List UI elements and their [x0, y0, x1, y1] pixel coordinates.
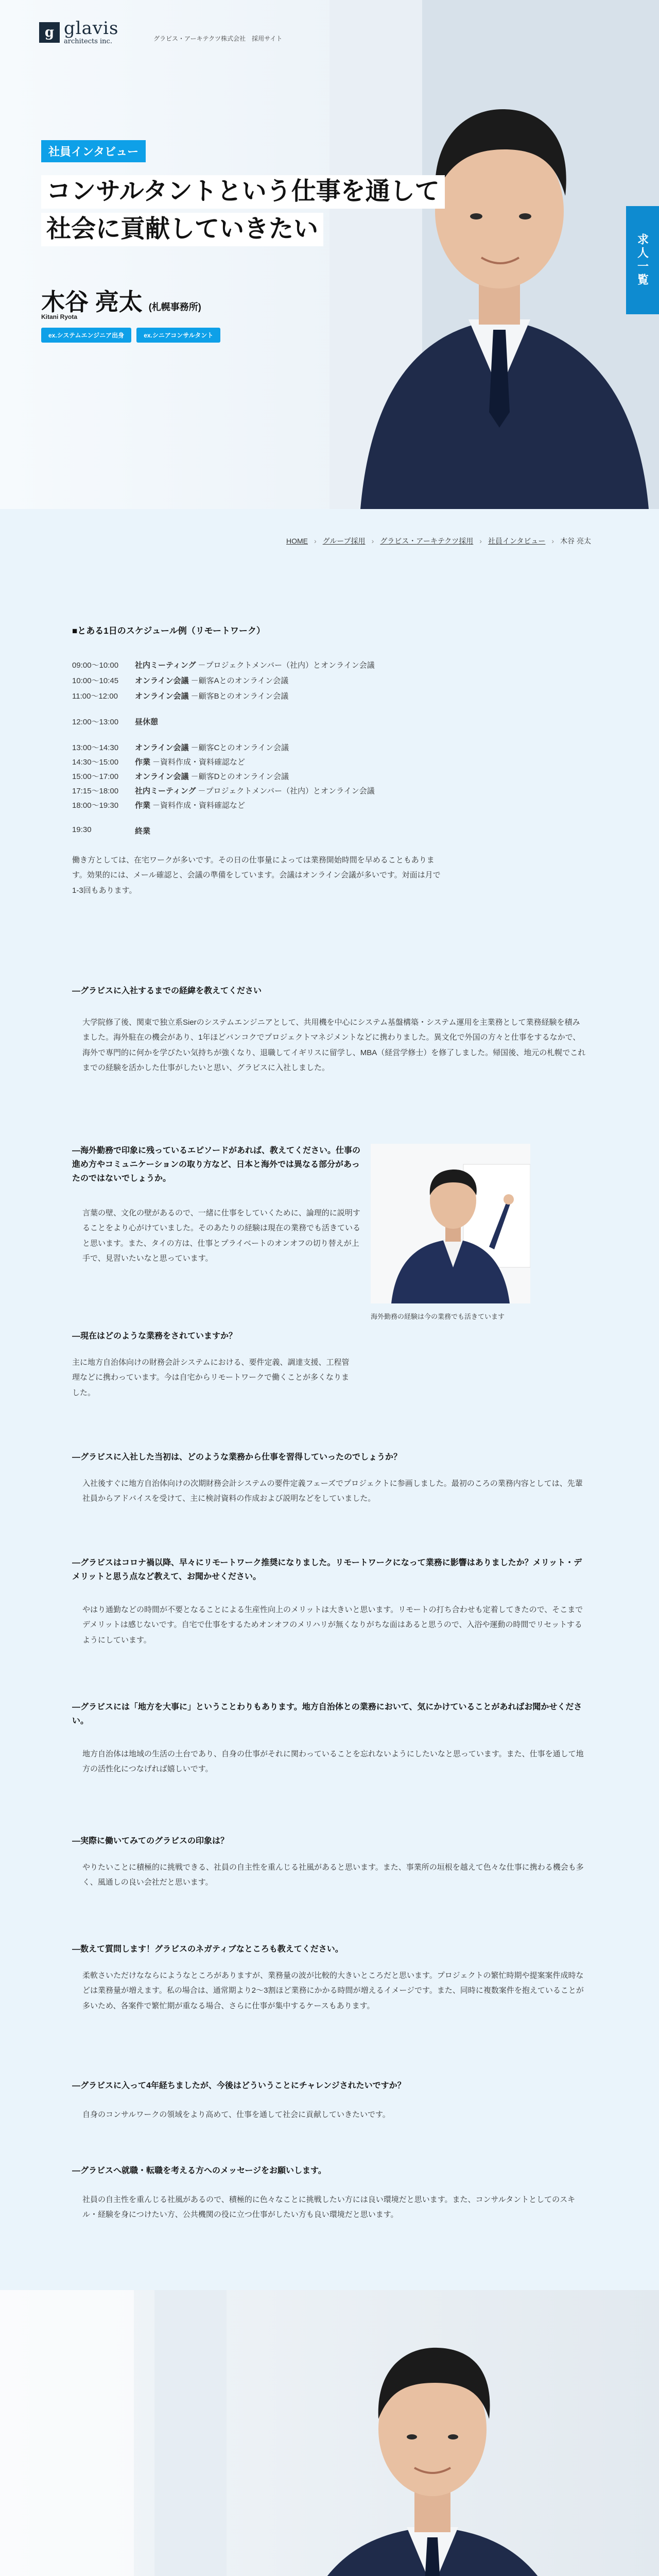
schedule-detail: －顧客Bとのオンライン会議: [190, 692, 289, 701]
interview-badge: 社員インタビュー: [41, 140, 146, 162]
schedule-activity: 昼休憩: [135, 718, 159, 726]
page-title-line2: 社会に貢献していきたい: [41, 213, 323, 246]
answer-text: 言葉の壁、文化の壁があるので、一緒に仕事をしていくために、論理的に説明することをより心がけていました。そのあたりの経験は現在の業務でも活きていると思います。また、タイの方は、仕事とプライベートのオンオフの切り替えが上手で、見習いたいなと思っています。: [82, 1209, 361, 1263]
answer-text: 柔軟さいただけなならにようなところがありますが、業務量の波が比較的大きいところだと思います。プロジェクトの繁忙時期や提案案件成時などは業務量が増えます。私の場合は、通常期より2〜3割ほど業務にかかる時間が増えるイメージです。また、同時に複数案件を抱えていることが多いため、各案件で繁忙期が重なる場合、さらに仕事が集中するケースもあります。: [82, 1971, 584, 2010]
schedule-activity: 終業: [135, 827, 151, 836]
schedule-item: [72, 785, 375, 796]
question-heading: ―グラビスはコロナ禍以降、早々にリモートワーク推奨になりました。リモートワークになって業務に影響はありましたか？メリット・デメリットと思う点など教えて、お聞かせください。: [72, 1558, 582, 1582]
logo-subtitle: architects inc.: [64, 38, 112, 45]
employee-tags: [41, 328, 220, 343]
answer-text: 主に地方自治体向けの財務会計システムにおける、要件定義、調達支援、工程管理などに携わっています。今は自宅からリモートワークで働くことが多くなりました。: [72, 1358, 350, 1397]
schedule-time: 19:30: [72, 825, 92, 834]
schedule-time: 13:00〜14:30: [72, 743, 119, 752]
answer-text: 入社後すぐに地方自治体向けの次期財務会計システムの要件定義フェーズでプロジェクトに参画しました。最初のころの業務内容としては、先輩社員からアドバイスを受けて、主に検討資料の作成および説明などをしていました。: [82, 1479, 583, 1503]
breadcrumb-current: 木谷 亮太: [560, 537, 591, 545]
question-heading: ―グラビスに入社した当初は、どのような業務から仕事を習得していったのでしょうか？: [72, 1453, 402, 1462]
whiteboard-photo-illustration: [371, 1144, 530, 1303]
schedule-item: [72, 771, 289, 782]
schedule-activity: オンライン会議: [135, 743, 189, 752]
breadcrumb-company[interactable]: グラビス・アーキテクツ採用: [380, 537, 474, 545]
answer-text: やはり通勤などの時間が不要となることによる生産性向上のメリットは大きいと思います。リモートの打ち合わせも定着してきたので、そこまでデメリットは感じないです。自宅で仕事をするためオンオフのメリハリが無くなりがちな面はあると思うので、入浴や運動の時間でリセットするようにしています。: [82, 1605, 583, 1645]
hero-photo-employee: [330, 0, 659, 509]
schedule-activity: 作業: [135, 801, 151, 810]
page-title: [41, 175, 445, 250]
answer-text: 地方自治体は地域の生活の土台であり、自身の仕事がそれに関わっていることを忘れないようにしたいなと思っています。また、仕事を通して地方の活性化につなげれば嬉しいです。: [82, 1750, 584, 1774]
schedule-item: [72, 690, 288, 701]
company-logo[interactable]: [39, 20, 118, 45]
schedule-item: [72, 742, 289, 753]
schedule-activity: 作業: [135, 758, 151, 767]
schedule-item: [72, 800, 245, 810]
schedule-item: [72, 675, 288, 686]
job-list-side-tab[interactable]: 求人一覧: [626, 206, 659, 314]
question-heading: ―グラビスへ就職・転職を考える方へのメッセージをお願いします。: [72, 2166, 326, 2175]
question-heading: ―グラビスには「地方を大事に」ということわりもあります。地方自治体との業務において、気にかけていることがあればお聞かせください。: [72, 1703, 582, 1726]
answer-text: 大学院修了後、関東で独立系Sierのシステムエンジニアとして、共用機を中心にシステム基盤構築・システム運用を主業務として業務経験を積みました。海外駐在の機会があり、1年ほどバンコクでプロジェクトマネジメントなどに携わりました。異文化で外国の方々と仕事をするなかで、海外で専門的に何かを学びたい気持ちが強くなり、退職してイギリスに留学し、MBA（経営学修士）を修了しました。帰国後、地元の札幌でこれまでの経験を活かした仕事がしたいと思い、グラビスに入社しました。: [82, 1018, 586, 1072]
schedule-detail: －資料作成・資料確認など: [152, 801, 246, 810]
schedule-note: 働き方としては、在宅ワークが多いです。その日の仕事量によっては業務開始時間を早めることもあります。効果的には、メール確認と、会議の準備をしています。会議はオンライン会議が多いです。対面は月で1-3回もあります。: [72, 856, 441, 895]
schedule-detail: －プロジェクトメンバー（社内）とオンライン会議: [198, 661, 375, 670]
schedule-time: 09:00〜10:00: [72, 661, 119, 670]
schedule-detail: －プロジェクトメンバー（社内）とオンライン会議: [198, 787, 375, 795]
schedule-detail: －顧客Dとのオンライン会議: [190, 772, 289, 781]
schedule-time: 18:00〜19:30: [72, 801, 119, 810]
question-heading: ―実際に働いてみてのグラビスの印象は？: [72, 1837, 229, 1845]
employee-name-text: 木谷 亮太: [41, 289, 143, 315]
answer-text: やりたいことに積極的に挑戦できる、社員の自主性を重んじる社風があると思います。また、事業所の垣根を越えて色々な仕事に携わる機会も多く、風通しの良い会社だと思います。: [82, 1863, 584, 1887]
question-heading: ―海外勤務で印象に残っているエピソードがあれば、教えてください。仕事の進め方やコミュニケーションの取り方など、日本と海外では異なる部分があったのではないでしょうか。: [72, 1146, 361, 1183]
schedule-time: 15:00〜17:00: [72, 772, 119, 781]
schedule-item: [72, 825, 152, 836]
breadcrumb: [286, 536, 626, 546]
question-heading: ―数えて質問します！グラビスのネガティブなところも教えてください。: [72, 1945, 343, 1954]
breadcrumb-group[interactable]: グループ採用: [322, 537, 366, 545]
breadcrumb-interviews[interactable]: 社員インタビュー: [488, 537, 546, 545]
question-heading: ―グラビスに入って4年経ちましたが、今後はどういうことにチャレンジされたいですか？: [72, 2081, 406, 2090]
breadcrumb-separator-icon: ›: [371, 537, 374, 545]
schedule-activity: 社内ミーティング: [135, 787, 196, 795]
employee-tag[interactable]: ex.システムエンジニア出身: [41, 328, 131, 343]
breadcrumb-separator-icon: ›: [314, 537, 317, 545]
photo-caption: 海外勤務の経験は今の業務でも活きています: [371, 1313, 505, 1320]
hero-section: [0, 0, 659, 509]
employee-tag[interactable]: ex.シニアコンサルタント: [136, 328, 220, 343]
site-name: グラビス・アーキテクツ株式会社 採用サイト: [153, 35, 283, 42]
bottom-portrait-illustration: [0, 2290, 659, 2576]
schedule-item: [72, 756, 245, 767]
logo-name: glavis: [64, 18, 119, 39]
schedule-item: [72, 716, 160, 727]
answer-text: 自身のコンサルワークの領域をより高めて、仕事を通して社会に貢献していきたいです。: [82, 2110, 390, 2119]
page-title-line1: コンサルタントという仕事を通して: [41, 175, 445, 209]
schedule-time: 11:00〜12:00: [72, 692, 118, 701]
schedule-heading: ■とある1日のスケジュール例（リモートワーク）: [72, 626, 266, 636]
logo-mark: g: [39, 22, 60, 43]
answer-text: 社員の自主性を重んじる社風があるので、積極的に色々なことに挑戦したい方には良い環境だと思います。また、コンサルタントとしてのスキル・経験を身につけたい方、公共機関の役に立つ仕事がしたい方も良い環境だと思います。: [82, 2195, 576, 2219]
breadcrumb-home[interactable]: HOME: [286, 537, 308, 545]
question-heading: ―グラビスに入社するまでの経緯を教えてください: [72, 987, 262, 995]
schedule-time: 14:30〜15:00: [72, 758, 119, 767]
photo-whiteboard: [371, 1144, 530, 1303]
schedule-activity: オンライン会議: [135, 676, 189, 685]
schedule-activity: オンライン会議: [135, 692, 189, 701]
hero-portrait-illustration: [330, 0, 659, 509]
schedule-detail: －顧客Cとのオンライン会議: [190, 743, 289, 752]
breadcrumb-separator-icon: ›: [551, 537, 554, 545]
schedule-activity: オンライン会議: [135, 772, 189, 781]
employee-office: (札幌事務所): [148, 302, 201, 312]
schedule-time: 10:00〜10:45: [72, 676, 119, 685]
breadcrumb-separator-icon: ›: [479, 537, 482, 545]
schedule-activity: 社内ミーティング: [135, 661, 196, 670]
schedule-detail: －顧客Aとのオンライン会議: [190, 676, 289, 685]
schedule-detail: －資料作成・資料確認など: [152, 758, 246, 767]
photo-bottom-portrait: [0, 2290, 659, 2576]
question-heading: ―現在はどのような業務をされていますか？: [72, 1332, 237, 1341]
employee-name: [41, 283, 201, 317]
employee-name-romaji: Kitani Ryota: [41, 313, 78, 320]
schedule-time: 17:15〜18:00: [72, 787, 119, 795]
schedule-item: [72, 659, 375, 670]
schedule-time: 12:00〜13:00: [72, 718, 119, 726]
